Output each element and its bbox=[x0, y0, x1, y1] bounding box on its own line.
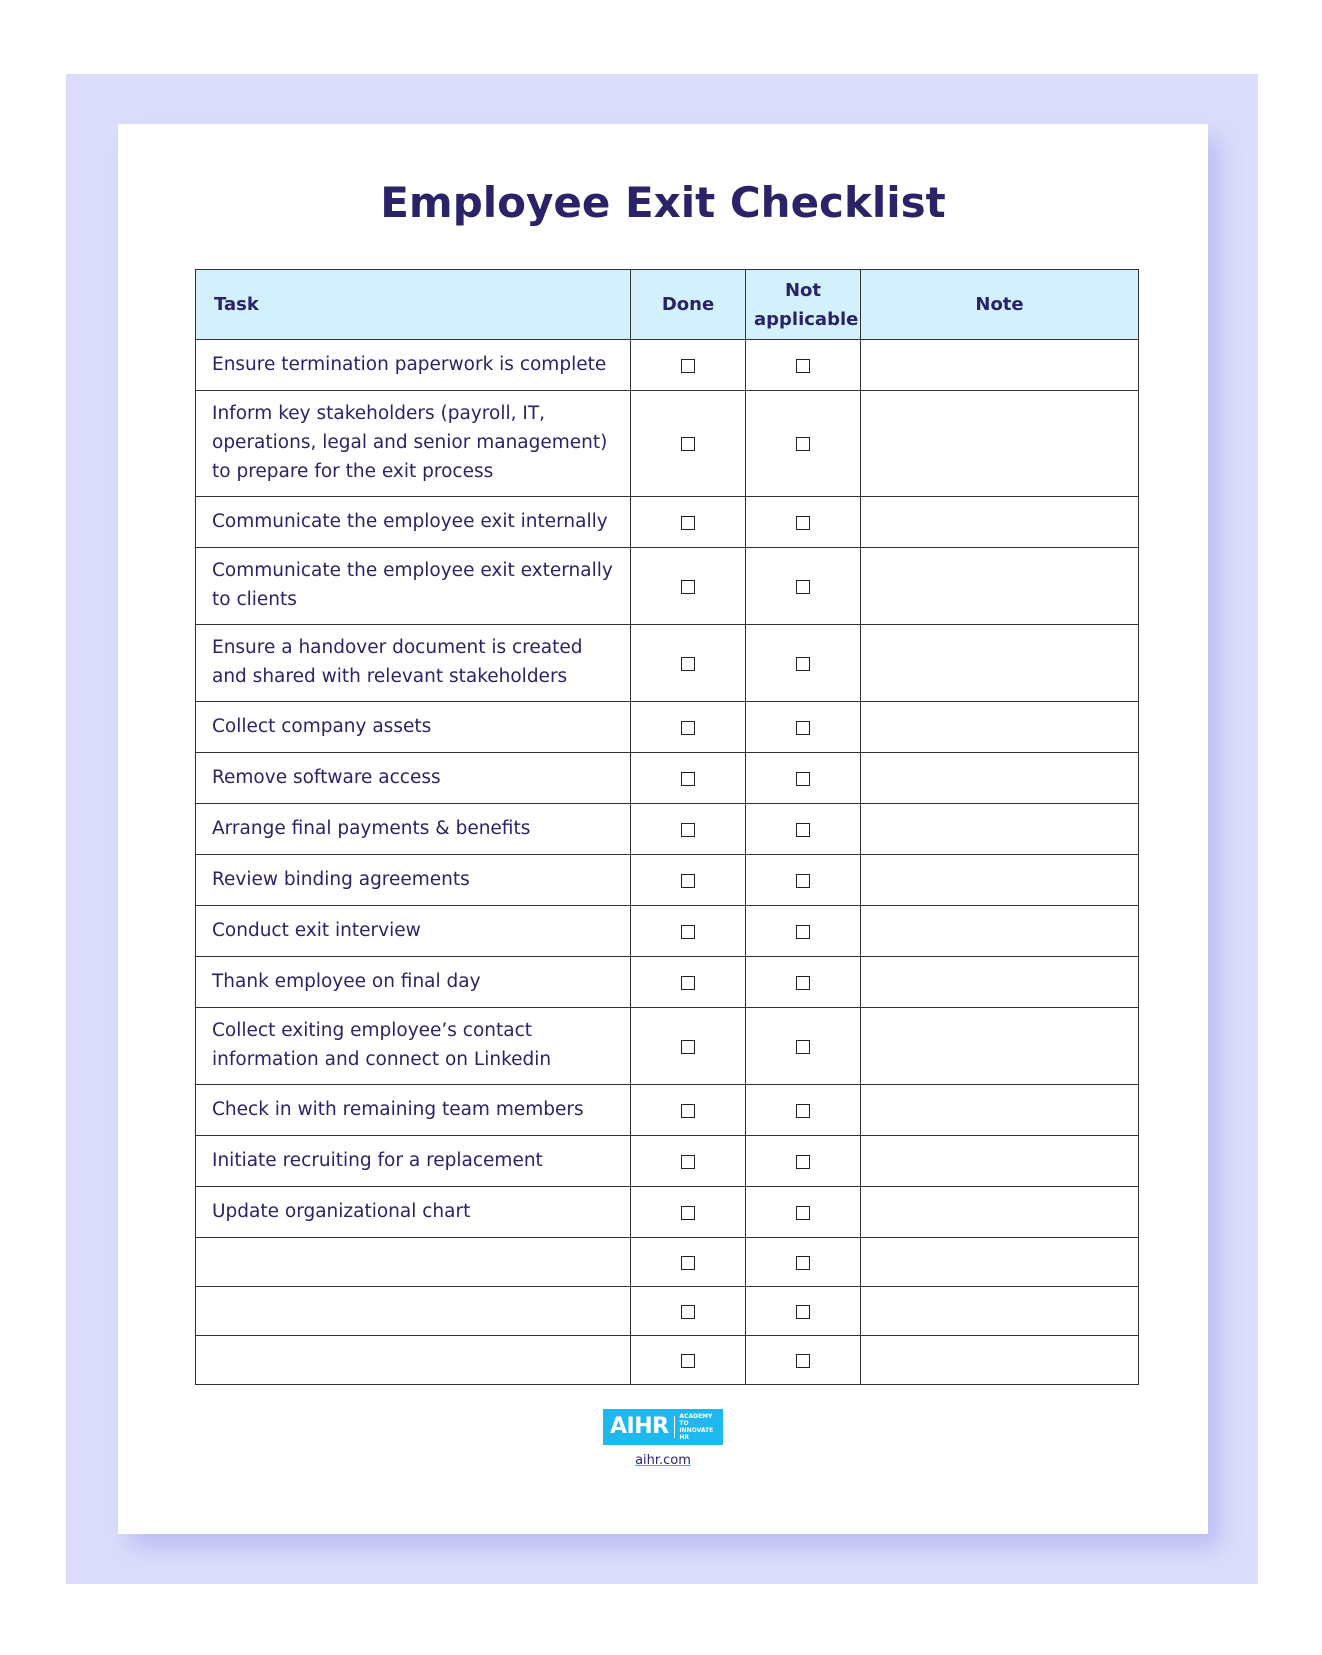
not-applicable-checkbox[interactable] bbox=[796, 1354, 810, 1368]
website-link[interactable]: aihr.com bbox=[635, 1453, 691, 1468]
task-cell: Arrange final payments & benefits bbox=[196, 804, 631, 855]
not-applicable-cell bbox=[746, 906, 861, 957]
done-checkbox[interactable] bbox=[681, 925, 695, 939]
done-cell bbox=[631, 1008, 746, 1085]
not-applicable-cell bbox=[746, 1187, 861, 1238]
done-checkbox[interactable] bbox=[681, 1256, 695, 1270]
task-cell: Inform key stakeholders (payroll, IT, operations, legal and senior management) to prepare for the exit process bbox=[196, 391, 631, 497]
logo-tagline: ACADEMY TO INNOVATE HR bbox=[679, 1413, 714, 1441]
not-applicable-cell bbox=[746, 497, 861, 548]
done-checkbox[interactable] bbox=[681, 1206, 695, 1220]
task-cell[interactable] bbox=[196, 1287, 631, 1336]
done-checkbox[interactable] bbox=[681, 976, 695, 990]
task-cell: Update organizational chart bbox=[196, 1187, 631, 1238]
table-row bbox=[196, 957, 1139, 1008]
not-applicable-cell bbox=[746, 753, 861, 804]
done-cell bbox=[631, 957, 746, 1008]
not-applicable-checkbox[interactable] bbox=[796, 1040, 810, 1054]
task-cell: Ensure a handover document is created and shared with relevant stakeholders bbox=[196, 625, 631, 702]
not-applicable-checkbox[interactable] bbox=[796, 874, 810, 888]
not-applicable-checkbox[interactable] bbox=[796, 516, 810, 530]
not-applicable-checkbox[interactable] bbox=[796, 1104, 810, 1118]
not-applicable-checkbox[interactable] bbox=[796, 772, 810, 786]
done-cell bbox=[631, 497, 746, 548]
not-applicable-cell bbox=[746, 625, 861, 702]
note-cell[interactable] bbox=[861, 1085, 1139, 1136]
done-checkbox[interactable] bbox=[681, 657, 695, 671]
not-applicable-checkbox[interactable] bbox=[796, 721, 810, 735]
checklist-table bbox=[195, 269, 1139, 1385]
done-checkbox[interactable] bbox=[681, 1354, 695, 1368]
table-row bbox=[196, 625, 1139, 702]
done-checkbox[interactable] bbox=[681, 1305, 695, 1319]
table-row bbox=[196, 855, 1139, 906]
done-checkbox[interactable] bbox=[681, 1040, 695, 1054]
done-checkbox[interactable] bbox=[681, 721, 695, 735]
not-applicable-cell bbox=[746, 340, 861, 391]
done-checkbox[interactable] bbox=[681, 437, 695, 451]
not-applicable-checkbox[interactable] bbox=[796, 657, 810, 671]
table-row bbox=[196, 753, 1139, 804]
not-applicable-checkbox[interactable] bbox=[796, 925, 810, 939]
table-row bbox=[196, 1187, 1139, 1238]
note-cell[interactable] bbox=[861, 1008, 1139, 1085]
note-cell[interactable] bbox=[861, 855, 1139, 906]
done-checkbox[interactable] bbox=[681, 874, 695, 888]
note-cell[interactable] bbox=[861, 1287, 1139, 1336]
task-cell: Conduct exit interview bbox=[196, 906, 631, 957]
header-done: Done bbox=[631, 270, 746, 340]
not-applicable-cell bbox=[746, 804, 861, 855]
table-row bbox=[196, 548, 1139, 625]
note-cell[interactable] bbox=[861, 702, 1139, 753]
note-cell[interactable] bbox=[861, 753, 1139, 804]
checklist-sheet bbox=[118, 124, 1208, 1534]
table-row-empty bbox=[196, 1336, 1139, 1385]
not-applicable-cell bbox=[746, 1336, 861, 1385]
done-cell bbox=[631, 340, 746, 391]
done-cell bbox=[631, 1336, 746, 1385]
task-cell: Collect exiting employee’s contact information and connect on Linkedin bbox=[196, 1008, 631, 1085]
not-applicable-cell bbox=[746, 1008, 861, 1085]
done-checkbox[interactable] bbox=[681, 359, 695, 373]
done-cell bbox=[631, 906, 746, 957]
not-applicable-checkbox[interactable] bbox=[796, 437, 810, 451]
footer bbox=[118, 1409, 1208, 1468]
done-checkbox[interactable] bbox=[681, 772, 695, 786]
note-cell[interactable] bbox=[861, 391, 1139, 497]
not-applicable-cell bbox=[746, 1085, 861, 1136]
task-cell: Initiate recruiting for a replacement bbox=[196, 1136, 631, 1187]
task-cell: Remove software access bbox=[196, 753, 631, 804]
task-cell: Communicate the employee exit externally to clients bbox=[196, 548, 631, 625]
table-row bbox=[196, 1136, 1139, 1187]
table-row bbox=[196, 340, 1139, 391]
not-applicable-checkbox[interactable] bbox=[796, 580, 810, 594]
not-applicable-checkbox[interactable] bbox=[796, 1206, 810, 1220]
task-cell: Collect company assets bbox=[196, 702, 631, 753]
done-cell bbox=[631, 1287, 746, 1336]
not-applicable-checkbox[interactable] bbox=[796, 1256, 810, 1270]
logo-wordmark: AIHR bbox=[610, 1414, 669, 1439]
task-cell: Review binding agreements bbox=[196, 855, 631, 906]
header-task: Task bbox=[196, 270, 631, 340]
page-title: Employee Exit Checklist bbox=[380, 178, 946, 227]
task-cell[interactable] bbox=[196, 1336, 631, 1385]
done-cell bbox=[631, 855, 746, 906]
table-header-row bbox=[196, 270, 1139, 340]
note-cell[interactable] bbox=[861, 548, 1139, 625]
done-cell bbox=[631, 1187, 746, 1238]
table-row bbox=[196, 391, 1139, 497]
table-row-empty bbox=[196, 1287, 1139, 1336]
not-applicable-cell bbox=[746, 702, 861, 753]
not-applicable-checkbox[interactable] bbox=[796, 823, 810, 837]
not-applicable-cell bbox=[746, 957, 861, 1008]
note-cell[interactable] bbox=[861, 1238, 1139, 1287]
not-applicable-cell bbox=[746, 1238, 861, 1287]
note-cell[interactable] bbox=[861, 340, 1139, 391]
done-cell bbox=[631, 702, 746, 753]
done-checkbox[interactable] bbox=[681, 1104, 695, 1118]
note-cell[interactable] bbox=[861, 804, 1139, 855]
note-cell[interactable] bbox=[861, 625, 1139, 702]
task-cell: Thank employee on final day bbox=[196, 957, 631, 1008]
note-cell[interactable] bbox=[861, 497, 1139, 548]
not-applicable-checkbox[interactable] bbox=[796, 359, 810, 373]
note-cell[interactable] bbox=[861, 906, 1139, 957]
done-cell bbox=[631, 1085, 746, 1136]
table-row bbox=[196, 906, 1139, 957]
note-cell[interactable] bbox=[861, 1136, 1139, 1187]
not-applicable-checkbox[interactable] bbox=[796, 1305, 810, 1319]
table-row-empty bbox=[196, 1238, 1139, 1287]
not-applicable-cell bbox=[746, 855, 861, 906]
table-row bbox=[196, 1085, 1139, 1136]
done-checkbox[interactable] bbox=[681, 516, 695, 530]
table-row bbox=[196, 702, 1139, 753]
task-cell: Ensure termination paperwork is complete bbox=[196, 340, 631, 391]
header-not-applicable: Not applicable bbox=[746, 270, 861, 340]
done-cell bbox=[631, 804, 746, 855]
done-cell bbox=[631, 1136, 746, 1187]
table-row bbox=[196, 497, 1139, 548]
table-row bbox=[196, 1008, 1139, 1085]
done-cell bbox=[631, 391, 746, 497]
done-cell bbox=[631, 753, 746, 804]
not-applicable-cell bbox=[746, 1136, 861, 1187]
done-cell bbox=[631, 625, 746, 702]
done-cell bbox=[631, 1238, 746, 1287]
aihr-logo bbox=[603, 1409, 723, 1445]
not-applicable-cell bbox=[746, 1287, 861, 1336]
task-cell: Communicate the employee exit internally bbox=[196, 497, 631, 548]
table-row bbox=[196, 804, 1139, 855]
not-applicable-checkbox[interactable] bbox=[796, 1155, 810, 1169]
done-checkbox[interactable] bbox=[681, 1155, 695, 1169]
done-checkbox[interactable] bbox=[681, 823, 695, 837]
done-cell bbox=[631, 548, 746, 625]
done-checkbox[interactable] bbox=[681, 580, 695, 594]
not-applicable-checkbox[interactable] bbox=[796, 976, 810, 990]
note-cell[interactable] bbox=[861, 957, 1139, 1008]
note-cell[interactable] bbox=[861, 1336, 1139, 1385]
note-cell[interactable] bbox=[861, 1187, 1139, 1238]
header-note: Note bbox=[861, 270, 1139, 340]
task-cell[interactable] bbox=[196, 1238, 631, 1287]
not-applicable-cell bbox=[746, 391, 861, 497]
not-applicable-cell bbox=[746, 548, 861, 625]
logo-divider bbox=[674, 1416, 675, 1438]
task-cell: Check in with remaining team members bbox=[196, 1085, 631, 1136]
